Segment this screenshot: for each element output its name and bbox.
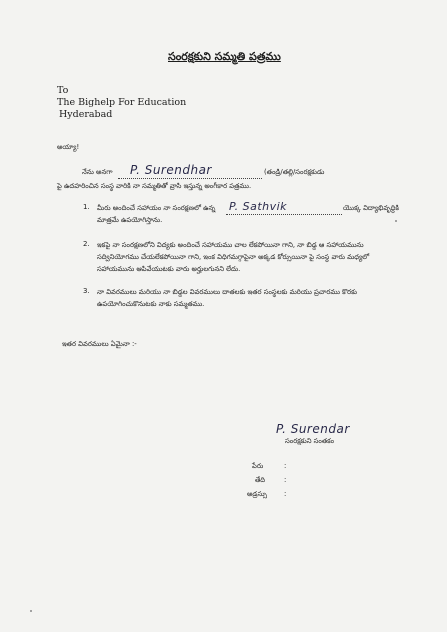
other-details-label: ఇతర వివరములు ఏమైనా :- (62, 340, 137, 348)
addressee-org: The Bighelp For Education (57, 97, 187, 108)
point-1-text-pre: మీరు అందించే సహాయం నా సంరక్షణలో ఉన్న (97, 204, 216, 212)
field-name-colon: : (284, 462, 287, 470)
point-3-line-1: నా వివరములు మరియు నా బిడ్డల వివరములు దాతలకు ఇతర సంస్థలకు మరియు ప్రచారము కొరకు (97, 288, 358, 296)
field-name-label: పేరు (252, 462, 264, 470)
point-3-number: 3. (83, 287, 90, 295)
field-address-label: అడ్రస్సు (247, 490, 268, 498)
scan-speck (30, 610, 32, 612)
student-name-field (226, 195, 342, 215)
page-title: సంరక్షకుని సమ్మతి పత్రము (168, 50, 281, 63)
signature-label: సంరక్షకుని సంతకం (285, 437, 335, 445)
point-2-line-1: ఇకపై నా సంరక్షణలోని విద్యకు అందించే సహాయము చాల లేకపోయినా గాని, నా బిడ్డ ఆ సహాయమును (97, 241, 364, 249)
guardian-name-field (118, 159, 262, 179)
point-3-line-2: ఉపయోగించుకొనుటకు నాకు సమ్మతము. (97, 300, 205, 308)
addressee-to: To (57, 85, 69, 96)
guardian-signature: P. Surendar (276, 422, 350, 436)
addressee-city: Hyderabad (59, 109, 113, 120)
field-address-colon: : (284, 490, 287, 498)
addressee-block (57, 85, 186, 121)
point-1-line-2: మాత్రమే ఉపయోగిస్తాను. (97, 216, 163, 224)
intro-prefix: నేను అనగా (82, 168, 113, 176)
field-date-label: తేది (255, 476, 266, 484)
guardian-name-handwritten: P. Surendhar (130, 163, 212, 177)
point-2-line-3: సహాయమును ఆపివేయుటకు వారు అర్హులగునని లేదు. (97, 265, 241, 273)
point-1-text-post: యొక్క విద్యాభివృద్ధికి (343, 204, 399, 212)
intro-line-2: పై ఉదహరించిన సంస్థ వారికి నా సమ్మతితో వ్రాసి ఇస్తున్న అంగీకార పత్రము. (57, 182, 252, 190)
scan-speck (395, 220, 397, 222)
intro-suffix: (తండ్రి/తల్లి/సంరక్షకుడు (264, 168, 325, 176)
field-date-colon: : (284, 476, 287, 484)
student-name-handwritten: P. Sathvik (229, 200, 288, 213)
salutation: అయ్యా! (57, 143, 80, 151)
point-2-line-2: సద్వినియోగము చేయలేకపోయినా గాని, ఇంక విధిగమగ్గాపైనా అక్కడ కోర్సుయినా పై సంస్థ వారు మధ్యలో (97, 253, 370, 261)
point-1-number: 1. (83, 203, 90, 211)
point-2-number: 2. (83, 240, 90, 248)
